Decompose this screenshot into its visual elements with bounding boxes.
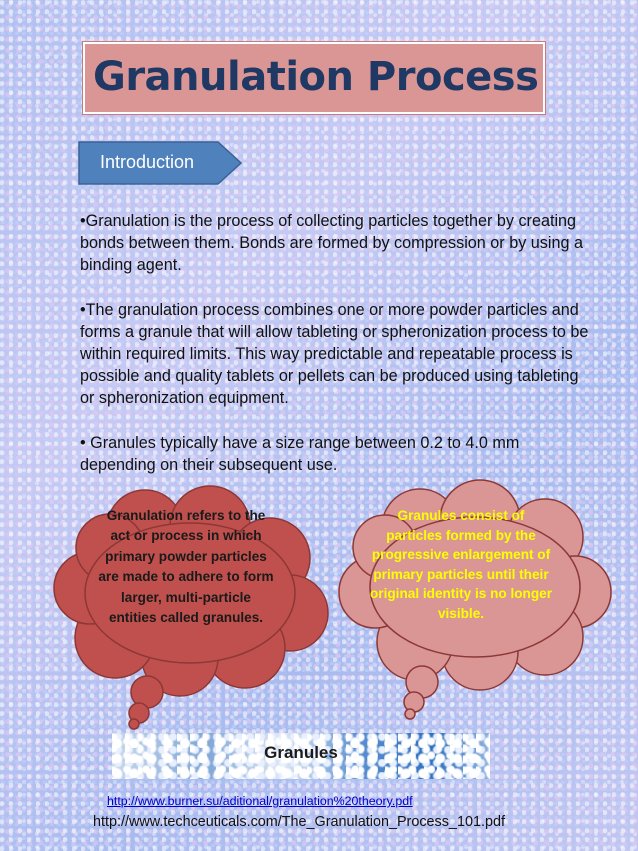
paragraph-1: •Granulation is the process of collecting particles together by creating bonds between them. Bonds are formed by compression or by using a binding agent. [80,212,583,275]
intro-tag [78,141,242,185]
granules-caption: Granules [264,743,338,762]
cloud-callout-left [50,488,335,728]
granules-image [112,733,490,779]
cloud-callout-right [330,482,615,722]
page-title: Granulation Process [93,54,539,100]
cloud-left-text: Granulation refers to the act or process in which primary powder particles are made to adhere to form larger, multi-particle entities called granules. [98,508,274,626]
title-box [83,42,545,114]
reference-link-burner[interactable]: http://www.burner.su/aditional/granulation%20theory.pdf [107,794,413,808]
cloud-right-text: Granules consist of particles formed by the progressive enlargement of primary particles until their original identity is no longer visible. [370,508,553,621]
intro-label: Introduction [100,152,195,172]
intro-body [80,210,595,498]
reference-link-techceuticals[interactable]: http://www.techceuticals.com/The_Granulation_Process_101.pdf [93,814,505,830]
paragraph-3: • Granules typically have a size range between 0.2 to 4.0 mm depending on their subsequent use. [80,433,520,474]
paragraph-2: •The granulation process combines one or more powder particles and forms a granule that will allow tableting or spheronization process to be within required limits. This way predictable and repeatable process is possible and quality tablets or pellets can be produced using tableting or spheronization equipment. [80,300,589,408]
